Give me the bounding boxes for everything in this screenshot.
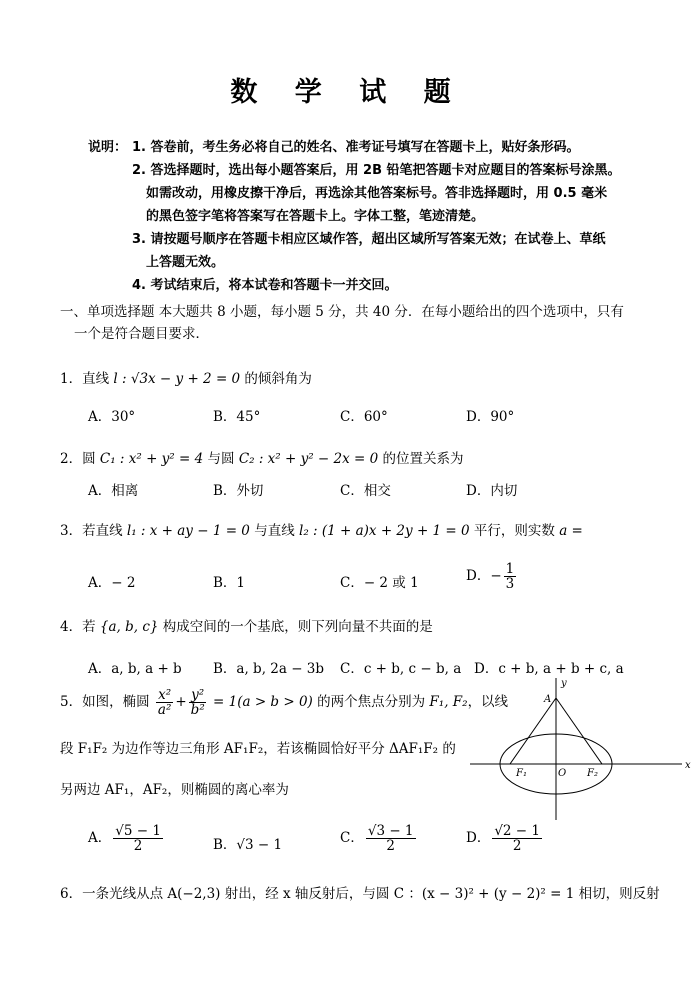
q5-option-b: B．√3 − 1: [213, 837, 283, 853]
q1-option-b: B．45°: [213, 409, 261, 425]
math-expression: l₂ : (1 + a)x + 2y + 1 = 0: [299, 523, 470, 539]
question-number: 3．: [60, 523, 83, 539]
q5-option-c: C． $\frac{√3 - 1}{2}$: [340, 823, 414, 855]
note-item-4: 4. 考试结束后，将本试卷和答题卡一并交回。: [132, 278, 398, 293]
q3-option-d: D．− $\frac{1}{3}$: [466, 561, 515, 593]
question-2: 2．圆 C₁ : x² + y² = 4 与圆 C₂ : x² + y² − 2x = 0 的位置关系为: [60, 451, 464, 467]
fraction: $\frac{√2 - 1}{2}$: [494, 823, 541, 855]
q3-option-c: C．− 2 或 1: [340, 575, 419, 591]
q3-option-a: A．− 2: [88, 575, 136, 591]
q1-option-d: D．90°: [466, 409, 515, 425]
q4-option-d: D．c + b, a + b + c, a: [474, 661, 624, 677]
q5-option-a: A． $\frac{√5 - 1}{2}$: [88, 823, 161, 855]
question-number: 5．: [60, 694, 83, 711]
question-5-cont2: 另两边 AF₁，AF₂，则椭圆的离心率为: [60, 782, 289, 798]
fraction: $\frac{√5 - 1}{2}$: [115, 823, 161, 855]
note-item-2-cont2: 的黑色签字笔将答案写在答题卡上。字体工整，笔迹清楚。: [146, 209, 485, 224]
question-5: 5．如图，椭圆 $\frac{\text{x²}}{\text{a²}}$ + $\frac{\text{y²}}{\text{b²}}$ = 1(a > b > 0) 的两个焦点分别为 F₁, F₂，以线: [60, 687, 509, 719]
note-item-3-cont: 上答题无效。: [146, 255, 225, 270]
question-6: 6．一条光线从点 A(−2,3) 射出，经 x 轴反射后，与圆 C ：(x − 3)² + (y − 2)² = 1 相切，则反射: [60, 886, 660, 902]
point-f1-label: F₁: [516, 768, 527, 779]
notes-label: 说明：: [88, 140, 128, 155]
ellipse-figure: [470, 672, 692, 822]
question-1: 1．直线 l : √3x − y + 2 = 0 的倾斜角为: [60, 371, 312, 387]
question-4: 4．若 {a, b, c} 构成空间的一个基底，则下列向量不共面的是: [60, 619, 433, 635]
point-a-label: A: [544, 694, 552, 705]
math-expression: l₁ : x + ay − 1 = 0: [126, 523, 250, 539]
q4-option-c: C．c + b, c − b, a: [340, 661, 462, 677]
q3-option-b: B．1: [213, 575, 246, 591]
question-number: 2．: [60, 451, 83, 467]
q1-option-c: C．60°: [340, 409, 388, 425]
fraction: $\frac{\text{x²}}{\text{a²}}$: [157, 687, 172, 719]
question-5-cont: 段 F₁F₂ 为边作等边三角形 AF₁F₂，若该椭圆恰好平分 ΔAF₁F₂ 的: [60, 741, 456, 757]
math-expression: l : √3x − y + 2 = 0: [113, 371, 241, 387]
question-3: 3．若直线 l₁ : x + ay − 1 = 0 与直线 l₂ : (1 + a)x + 2y + 1 = 0 平行，则实数 a =: [60, 523, 583, 539]
fraction: $\frac{\text{y²}}{\text{b²}}$: [190, 687, 205, 719]
question-number: 4．: [60, 619, 83, 635]
question-number: 1．: [60, 371, 83, 387]
q2-option-c: C．相交: [340, 483, 391, 499]
section-heading: 一、单项选择题 本大题共 8 小题，每小题 5 分，共 40 分．在每小题给出的四个选项中，只有: [60, 304, 624, 320]
q4-option-a: A．a, b, a + b: [88, 661, 182, 677]
q4-option-b: B．a, b, 2a − 3b: [213, 661, 325, 677]
q2-option-d: D．内切: [466, 483, 518, 499]
note-item-2: 2. 答选择题时，选出每小题答案后，用 2B 铅笔把答题卡对应题目的答案标号涂黑。: [132, 163, 621, 178]
note-item-3: 3. 请按题号顺序在答题卡相应区域作答，超出区域所写答案无效；在试卷上、草纸: [132, 232, 606, 247]
page-title: 数 学 试 题: [230, 77, 465, 108]
note-item-2-cont: 如需改动，用橡皮擦干净后，再选涂其他答案标号。答非选择题时，用 0.5 毫米: [146, 186, 608, 201]
y-axis-label: y: [561, 678, 567, 689]
q2-option-b: B．外切: [213, 483, 264, 499]
vector-basis: {a, b, c}: [99, 619, 159, 635]
math-expression: C₂ : x² + y² − 2x = 0: [238, 451, 379, 467]
x-axis-label: x: [685, 760, 691, 771]
triangle-side-af2: [556, 698, 602, 764]
math-expression: C₁ : x² + y² = 4: [99, 451, 204, 467]
fraction: $\frac{√3 - 1}{2}$: [367, 823, 414, 855]
point-f2-label: F₂: [587, 768, 598, 779]
note-item-1: 1. 答卷前，考生务必将自己的姓名、准考证号填写在答题卡上，贴好条形码。: [132, 140, 580, 155]
q2-option-a: A．相离: [88, 483, 139, 499]
q1-option-a: A．30°: [88, 409, 136, 425]
origin-label: O: [558, 768, 567, 779]
q5-option-d: D． $\frac{√2 - 1}{2}$: [466, 823, 541, 855]
question-number: 6．: [60, 886, 83, 902]
fraction: $\frac{1}{3}$: [505, 561, 515, 593]
section-heading-cont: 一个是符合题目要求．: [74, 326, 209, 342]
triangle-side-af1: [510, 698, 556, 764]
